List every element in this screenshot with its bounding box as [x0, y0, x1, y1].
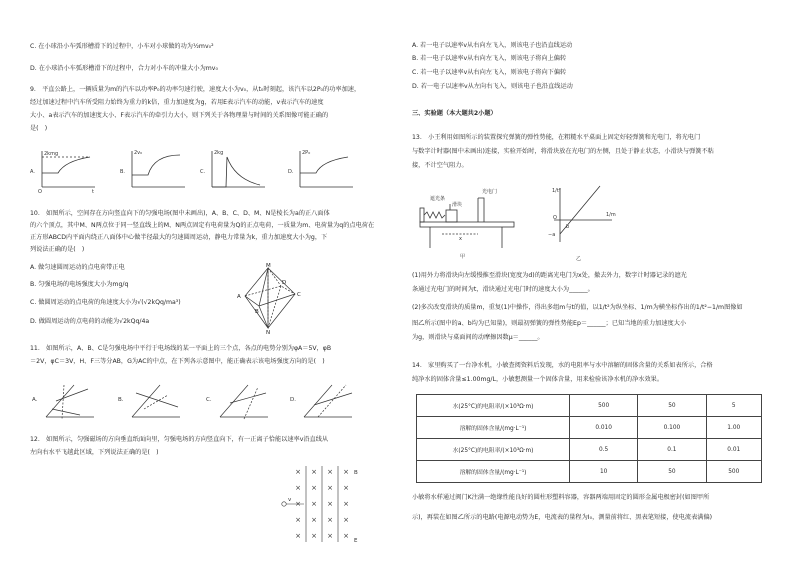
- q12-b-label: B: [354, 470, 358, 476]
- left-column: [30, 0, 388, 562]
- label-zheguangtiao: 遮光条: [430, 196, 446, 202]
- q11-option-d[interactable]: D.: [290, 397, 296, 403]
- q9-a-label: 2kmg: [44, 151, 59, 157]
- fig-jia-caption: 甲: [460, 254, 466, 260]
- q14-l2: 示)，再装在如图乙所示的电路(电源电动势为E，电流表的量程为I₀，测量前将红、黑表笔短接，使电流表满偏): [412, 514, 713, 521]
- oct-a: A: [237, 294, 241, 300]
- oct-b: B: [255, 309, 259, 315]
- q14-l1: 小敏将水样通过阀门K注满一绝缘性能良好的圆柱形塑料容器，容器两端用固定的圆形金属电极密封(如图甲所: [412, 494, 710, 501]
- q13-line2: 与数字计时器(图中未画出)连接，实验开始时，将滑块放在光电门的左侧，且处于静止状态，小滑块与弹簧不粘: [412, 148, 714, 155]
- svg-text:×: ×: [343, 484, 349, 492]
- yi-x-axis: 1/m: [606, 212, 616, 218]
- table-row: 溶解的固体含量/(mg·L⁻¹) 0.010 0.100 1.00: [417, 417, 762, 439]
- q13-figure-yi: [540, 178, 620, 264]
- q14-line2: 纯净水的固体含量≤1.00mg/L，小敏想测量一个固体含量，用来检验该净水机的净水效果。: [412, 376, 664, 383]
- yi-origin: O: [553, 215, 557, 221]
- oct-d: D: [282, 280, 287, 286]
- q13-s2: 条通过光电门的时间为t，滑块通过光电门时的速度大小为______。: [412, 286, 594, 293]
- q12-line1: 12. 如图所示，匀强磁场的方向垂直纸面向里，匀强电场的方向竖直向下，有一正离子恰能以速率v沿直线从: [30, 436, 329, 443]
- q9-line1: 9. 平直公路上，一辆质量为m的汽车以功率P₀的功率匀速行驶，速度大小为v₀，从t₀时刻起，该汽车以2P₀的功率加速，: [30, 86, 361, 93]
- svg-text:×: ×: [343, 516, 349, 524]
- label-huakuai: 滑块: [452, 202, 463, 208]
- table-row: 水(25°C)的电阻率/(×10³Ω·m) 0.5 0.1 0.01: [417, 439, 762, 461]
- label-x: x: [459, 236, 462, 242]
- label-guangdianmen: 光电门: [482, 189, 498, 195]
- q14-line1: 14. 家里购买了一台净水机，小敏查阅资料后发现，水的电阻率与水中溶解的固体含量的关系如表所示，合格: [412, 362, 713, 369]
- q10-option-c[interactable]: C. 做圆周运动的点电荷的角速度大小为√(√2kQq/ma³): [30, 299, 181, 306]
- q8-option-c[interactable]: C. 在小球沿小车弧形槽滑下的过程中，小车对小球做的功为½mv₀²: [30, 43, 214, 50]
- svg-text:×: ×: [327, 484, 333, 492]
- q9-c-label: 2kg: [214, 150, 224, 156]
- q11-line2: ＝2V，φC＝3V，H、F三等分AB，G为AC的中点，在下列各示意图中，能正确表示该电场强度方向的是( ): [30, 358, 325, 365]
- q11-line1: 11. 如图所示，A、B、C是匀强电场中平行于电场线的某一平面上的三个点，各点的电势分别为φA＝5V，φB: [30, 345, 332, 352]
- svg-text:×: ×: [343, 532, 349, 540]
- resistivity-table: [416, 394, 762, 483]
- yi-neg-a: −a: [548, 232, 556, 238]
- q13-s5: 为g，则滑块与桌面间的动摩擦因数μ＝______。: [412, 334, 544, 341]
- svg-text:×: ×: [295, 532, 301, 540]
- yi-y-axis: 1/t²: [552, 188, 561, 194]
- q9-axis-t: t: [92, 189, 94, 193]
- svg-text:×: ×: [311, 532, 317, 540]
- q12-option-d[interactable]: D. 若一电子以速率v从左向右飞入，则该电子也沿直线运动: [412, 83, 573, 90]
- svg-text:×: ×: [295, 468, 301, 476]
- q13-s1: (1)用外力将滑块向左缓慢推至滑块(宽度为d)的距离光电门为x处，撤去外力，数字计时器记录的遮光: [412, 272, 687, 279]
- table-row: 溶解的固体含量/(mg·L⁻¹) 10 50 500: [417, 461, 762, 483]
- svg-text:×: ×: [327, 500, 333, 508]
- svg-text:×: ×: [327, 468, 333, 476]
- q9-option-b[interactable]: B.: [120, 169, 126, 175]
- fig-yi-caption: 乙: [576, 256, 582, 262]
- svg-text:×: ×: [327, 516, 333, 524]
- svg-text:×: ×: [295, 516, 301, 524]
- q13-s3: (2)多次改变滑块的质量m，重复(1)中操作，得出多组m与t的值，以1/t²为纵坐标、1/m为横坐标作出的1/t²−1/m图像如: [412, 304, 743, 311]
- q9-d-label: 2P₀: [302, 150, 311, 156]
- q12-option-c[interactable]: C. 若一电子以速率v从右向左飞入，则该电子将向下偏转: [412, 69, 567, 76]
- table-row: 水(25°C)的电阻率/(×10³Ω·m) 500 50 5: [417, 395, 762, 417]
- q12-line2: 左向右水平飞越此区域，下列说法正确的是( ): [30, 449, 159, 456]
- q12-option-a[interactable]: A. 若一电子以速率v从右向左飞入，则该电子也沿直线运动: [412, 42, 573, 49]
- q11-option-b[interactable]: B.: [118, 397, 124, 403]
- oct-n: N: [266, 330, 271, 334]
- section-heading-experiments: 三、实验题（本大题共2小题）: [412, 110, 497, 117]
- q12-v-label: v: [288, 497, 292, 503]
- q11-field-options: [30, 375, 370, 423]
- q12-e-label: E: [354, 538, 358, 544]
- q10-line4: 列说法正确的是( ): [30, 246, 85, 253]
- q9-line3: 大小、a表示汽车的加速度大小、F表示汽车的牵引力大小，则下列关于各物理量与时间的关系图像可能正确的: [30, 112, 329, 119]
- q9-option-c[interactable]: C.: [200, 169, 206, 175]
- q9-line4: 是( ): [30, 125, 48, 132]
- yi-b: b: [566, 224, 570, 230]
- q11-option-c[interactable]: C.: [206, 397, 212, 403]
- q9-graph-options: [30, 143, 370, 193]
- q10-line3: 正方形ABCD内平面内绕正八面体中心做半径最大的匀速圆周运动，静电力常量为k，重力加速度大小为g，下: [30, 234, 328, 241]
- svg-text:×: ×: [343, 500, 349, 508]
- q13-figure-jia: [412, 178, 532, 260]
- q13-line3: 接，不计空气阻力。: [412, 162, 468, 169]
- svg-text:×: ×: [311, 468, 317, 476]
- q10-option-a[interactable]: A. 做匀速圆周运动的点电荷带正电: [30, 264, 125, 271]
- svg-text:×: ×: [311, 500, 317, 508]
- q13-line1: 13. 小王利用如图所示的装置探究弹簧的弹性势能，在粗糙水平桌面上固定好轻弹簧和光电门，将光电门: [412, 134, 701, 141]
- q11-option-a[interactable]: A.: [32, 397, 38, 403]
- q9-option-d[interactable]: D.: [288, 169, 294, 175]
- right-column: [412, 0, 768, 562]
- q9-b-label: 2v₀: [134, 150, 143, 156]
- q8-option-d[interactable]: D. 在小球沿小车弧形槽滑下的过程中，合力对小车的冲量大小为mv₀: [30, 65, 218, 72]
- svg-text:×: ×: [311, 484, 317, 492]
- q13-s4: 图乙所示(图中的a、b均为已知量)，则最初弹簧的弹性势能Ep＝______；已知当地的重力加速度大小: [412, 320, 687, 327]
- q9-line2: 经过加速过程中汽车所受阻力始终为重力的k倍，重力加速度为g，若用E表示汽车的动能，v表示汽车的速度: [30, 99, 324, 106]
- svg-text:×: ×: [295, 500, 301, 508]
- svg-text:×: ×: [343, 468, 349, 476]
- q10-option-b[interactable]: B. 匀强电场的电场强度大小为mg/q: [30, 281, 129, 288]
- q10-line1: 10. 如图所示，空间存在方向竖直向下的匀强电场(图中未画出)，A、B、C、D、M、N是棱长为a的正八面体: [30, 210, 330, 217]
- q9-axis-o: O: [38, 189, 42, 193]
- q9-option-a[interactable]: A.: [30, 169, 35, 175]
- oct-c: C: [297, 292, 301, 298]
- q10-option-d[interactable]: D. 做圆周运动的点电荷的动能为√2kQq/4a: [30, 318, 150, 325]
- svg-text:×: ×: [311, 516, 317, 524]
- svg-text:×: ×: [295, 484, 301, 492]
- svg-text:×: ×: [327, 532, 333, 540]
- oct-m: M: [266, 263, 271, 269]
- q12-option-b[interactable]: B. 若一电子以速率v从右向左飞入，则该电子将向上偏转: [412, 55, 567, 62]
- q10-line2: 的六个顶点，其中M、N两点位于同一竖直线上的M、N两点固定有电荷量为Q的正点电荷，一质量为m、电荷量为q的点电荷在: [30, 222, 375, 229]
- octahedron-figure: [235, 262, 305, 334]
- q12-field-figure: [278, 462, 368, 544]
